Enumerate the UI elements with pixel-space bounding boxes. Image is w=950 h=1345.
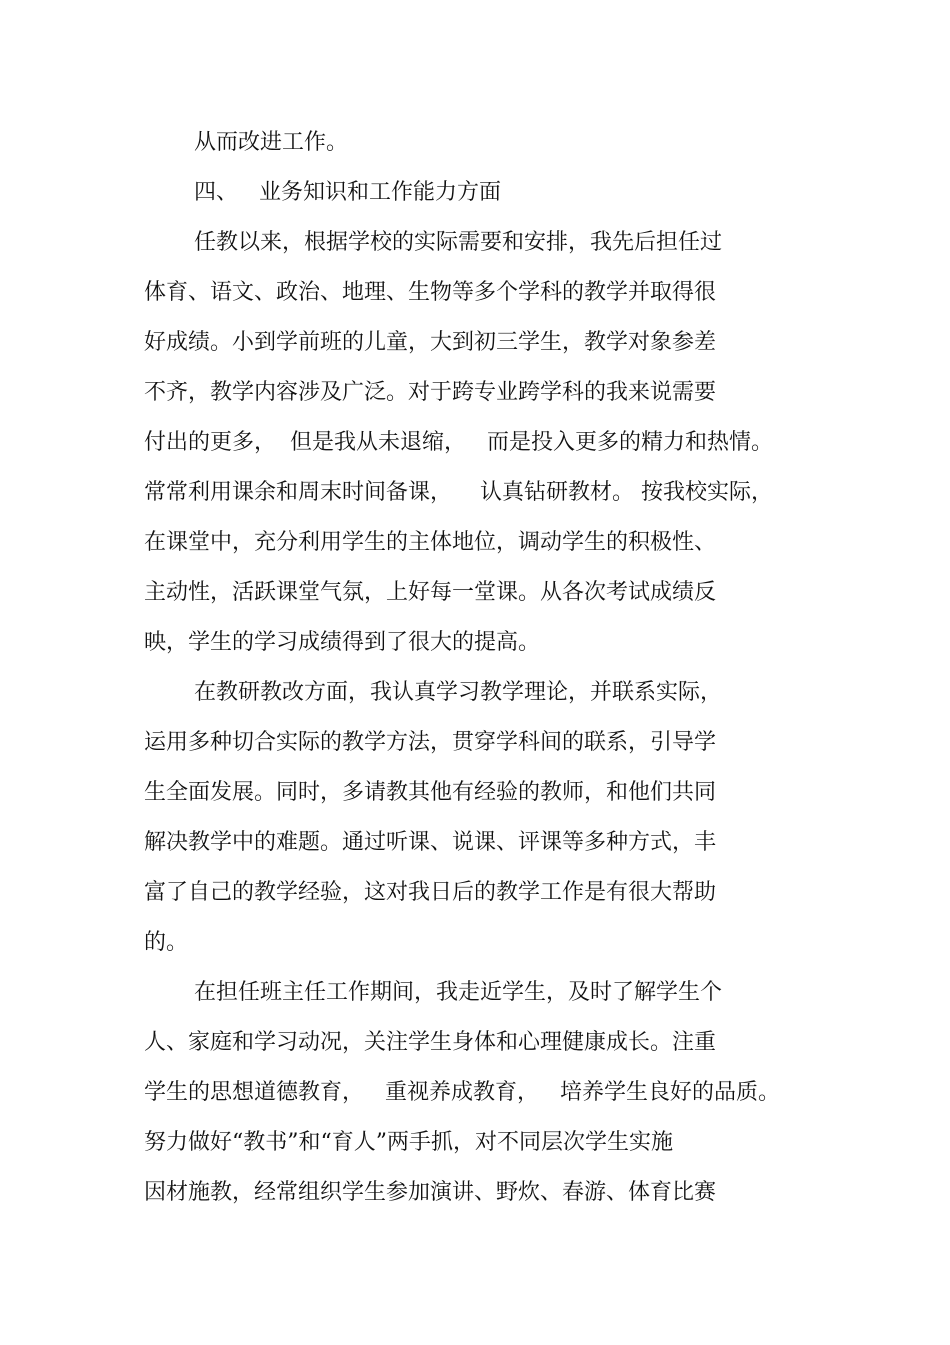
text-line: 体育、语文、政治、地理、生物等多个学科的教学并取得很 [144, 280, 717, 305]
text-line: 从而改进工作。 [194, 130, 349, 155]
text-line: 人、家庭和学习动况，关注学生身体和心理健康成长。注重 [144, 1030, 717, 1055]
text-line: 在教研教改方面，我认真学习教学理论，并联系实际， [194, 680, 723, 705]
text-line: 的。 [144, 930, 189, 955]
text-line: 学生的思想道德教育， 重视养成教育， 培养学生良好的品质。 [144, 1080, 780, 1105]
text-line: 在担任班主任工作期间，我走近学生，及时了解学生个 [194, 980, 723, 1005]
text-line: 生全面发展。同时，多请教其他有经验的教师，和他们共同 [144, 780, 717, 805]
text-line: 任教以来，根据学校的实际需要和安排，我先后担任过 [194, 230, 723, 255]
text-line: 不齐，教学内容涉及广泛。对于跨专业跨学科的我来说需要 [144, 380, 717, 405]
section-heading: 四、 业务知识和工作能力方面 [194, 180, 501, 205]
text-line: 常常利用课余和周末时间备课， 认真钻研教材。 按我校实际， [144, 480, 773, 505]
text-line: 运用多种切合实际的教学方法，贯穿学科间的联系，引导学 [144, 730, 717, 755]
text-line: 富了自己的教学经验，这对我日后的教学工作是有很大帮助 [144, 880, 717, 905]
text-line: 在课堂中，充分利用学生的主体地位，调动学生的积极性、 [144, 530, 717, 555]
text-line: 主动性，活跃课堂气氛，上好每一堂课。从各次考试成绩反 [144, 580, 717, 605]
text-line: 努力做好“教书”和“育人”两手抓，对不同层次学生实施 [144, 1130, 673, 1155]
text-line: 映，学生的学习成绩得到了很大的提高。 [144, 630, 541, 655]
text-line: 好成绩。小到学前班的儿童，大到初三学生，教学对象参差 [144, 330, 717, 355]
text-line: 解决教学中的难题。通过听课、说课、评课等多种方式，丰 [144, 830, 717, 855]
text-line: 因材施教，经常组织学生参加演讲、野炊、春游、体育比赛 [144, 1180, 717, 1205]
text-line: 付出的更多， 但是我从未退缩， 而是投入更多的精力和热情。 [144, 430, 773, 455]
